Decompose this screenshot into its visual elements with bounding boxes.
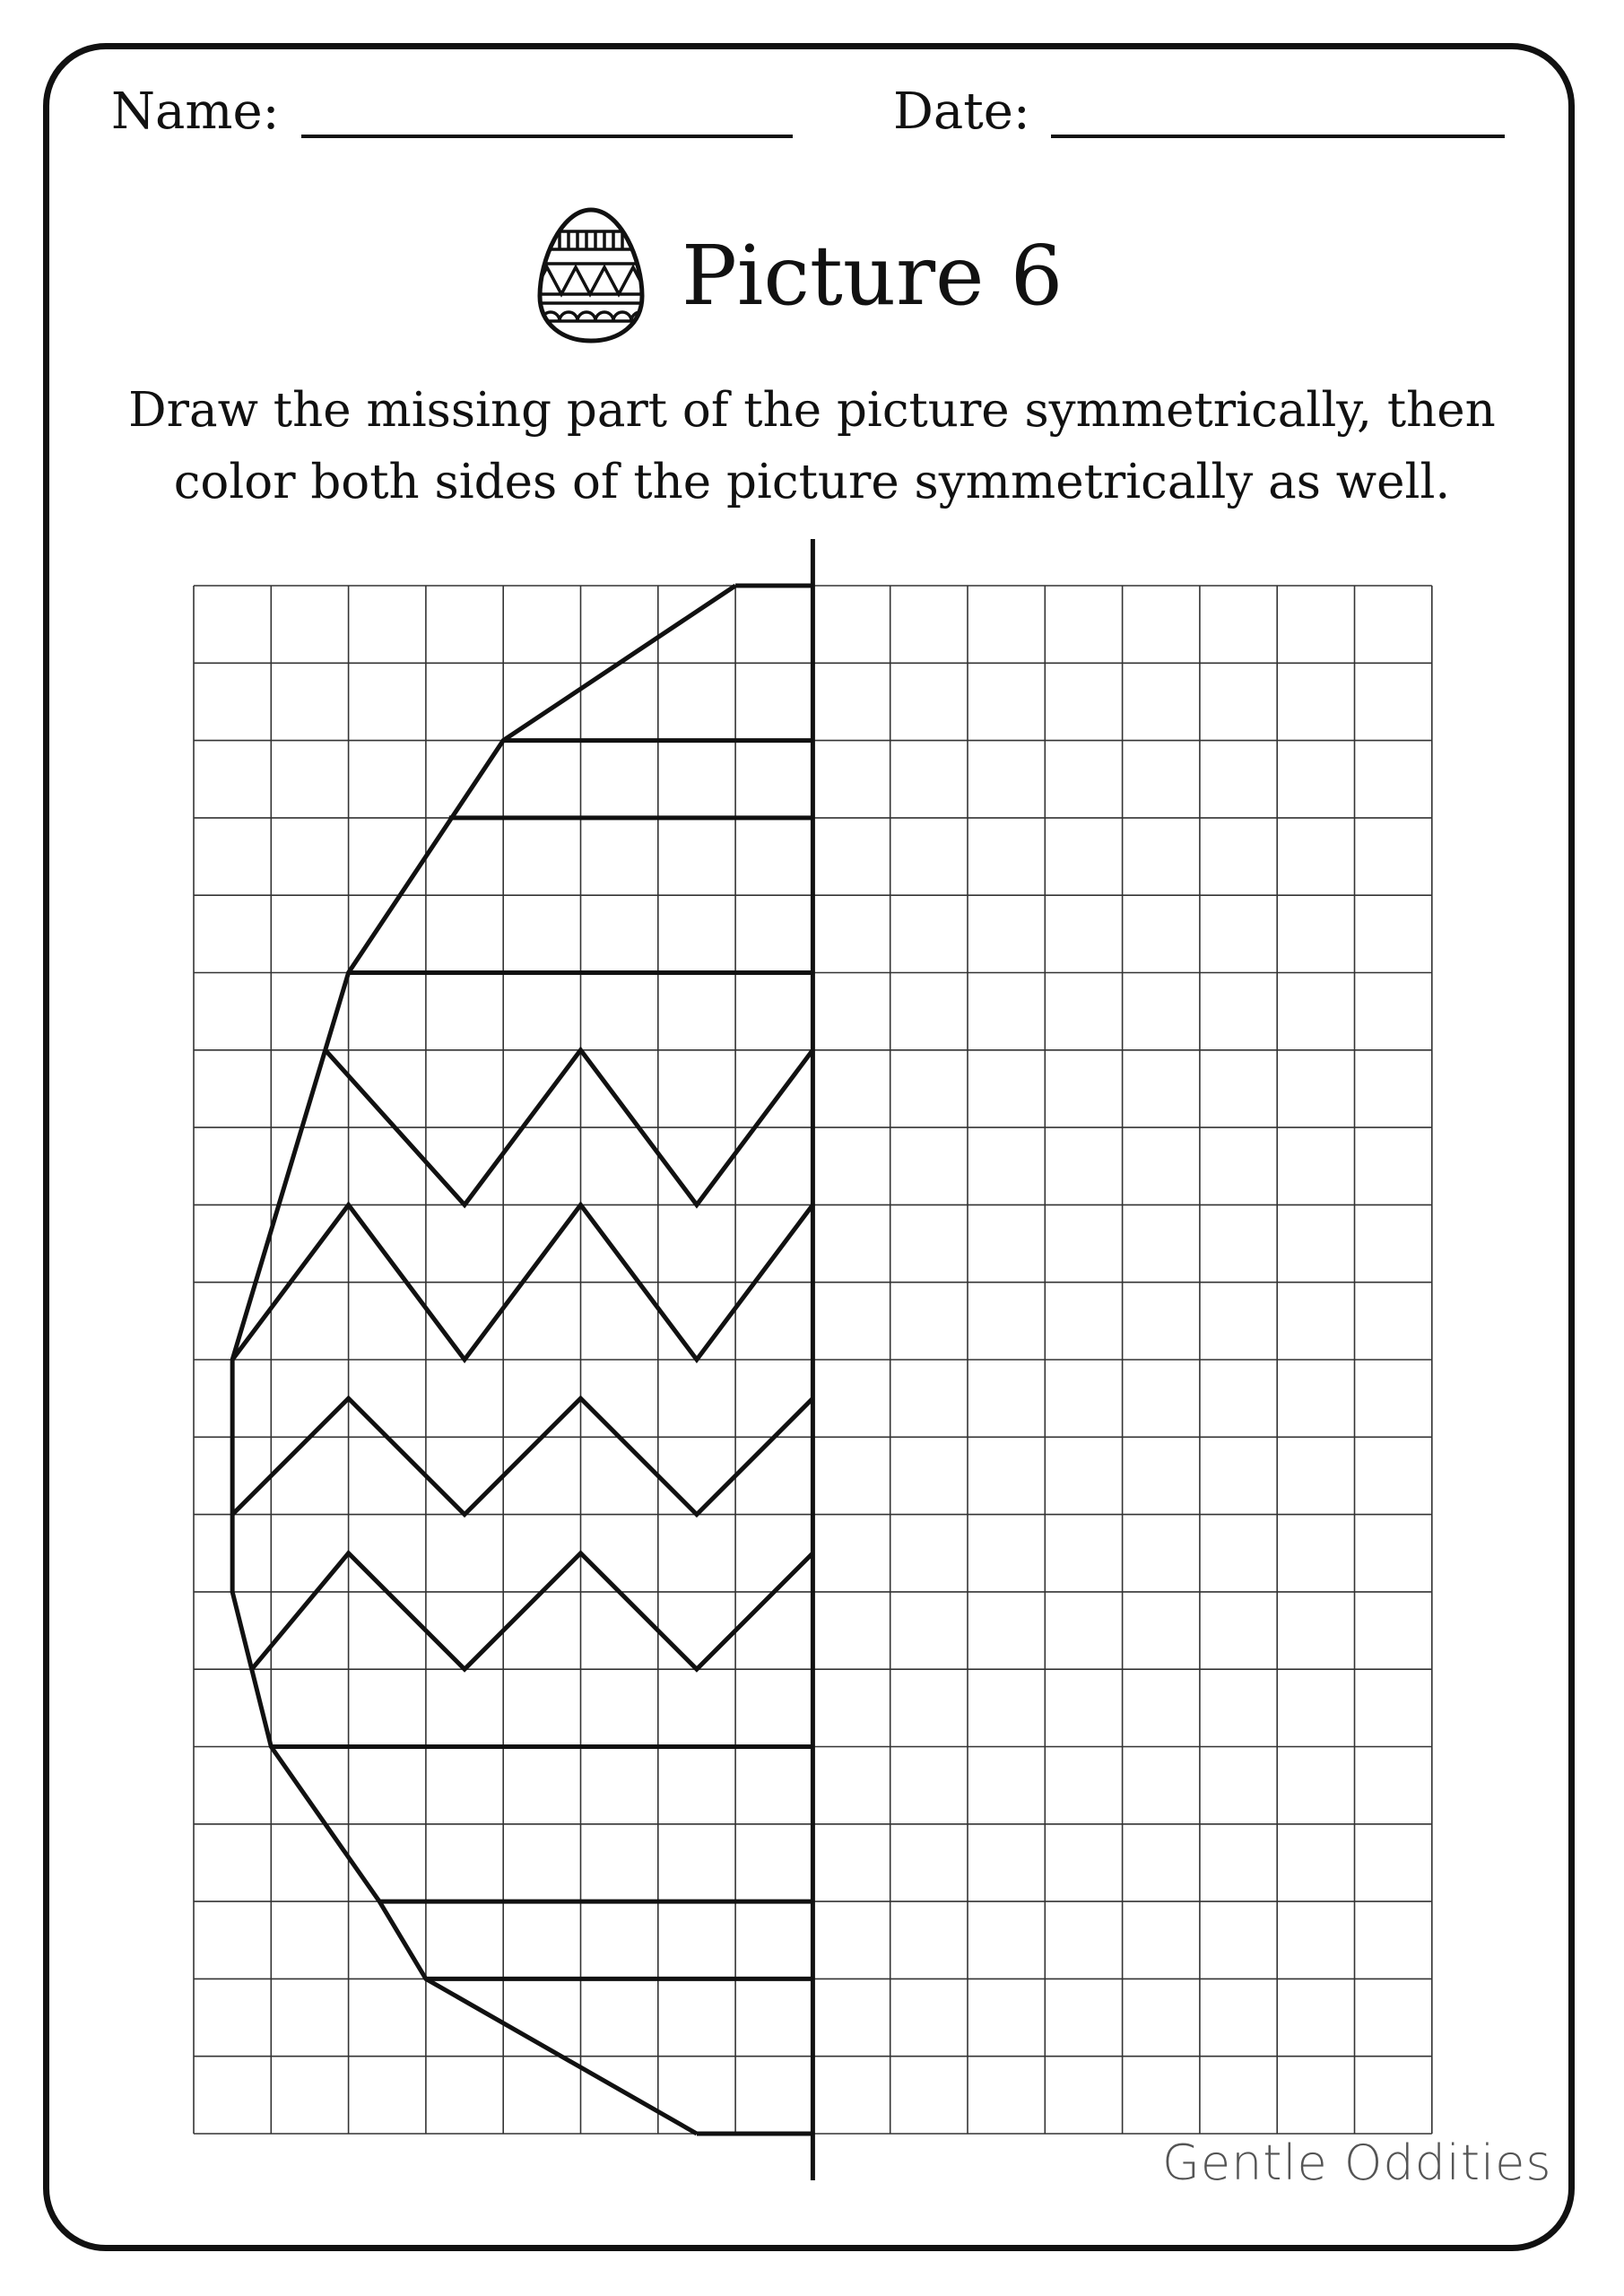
instructions-line-2: color both sides of the picture symmetrically as well. [173,455,1451,509]
page-title: Picture 6 [682,228,1064,324]
name-label: Name: [111,83,280,141]
egg-zigzag [232,1398,812,1514]
instructions-line-1: Draw the missing part of the picture symmetrically, then [128,383,1496,438]
egg-zigzag [252,1553,813,1669]
date-label: Date: [893,83,1030,141]
brand-logo: Gentle Oddities [1162,2135,1552,2191]
